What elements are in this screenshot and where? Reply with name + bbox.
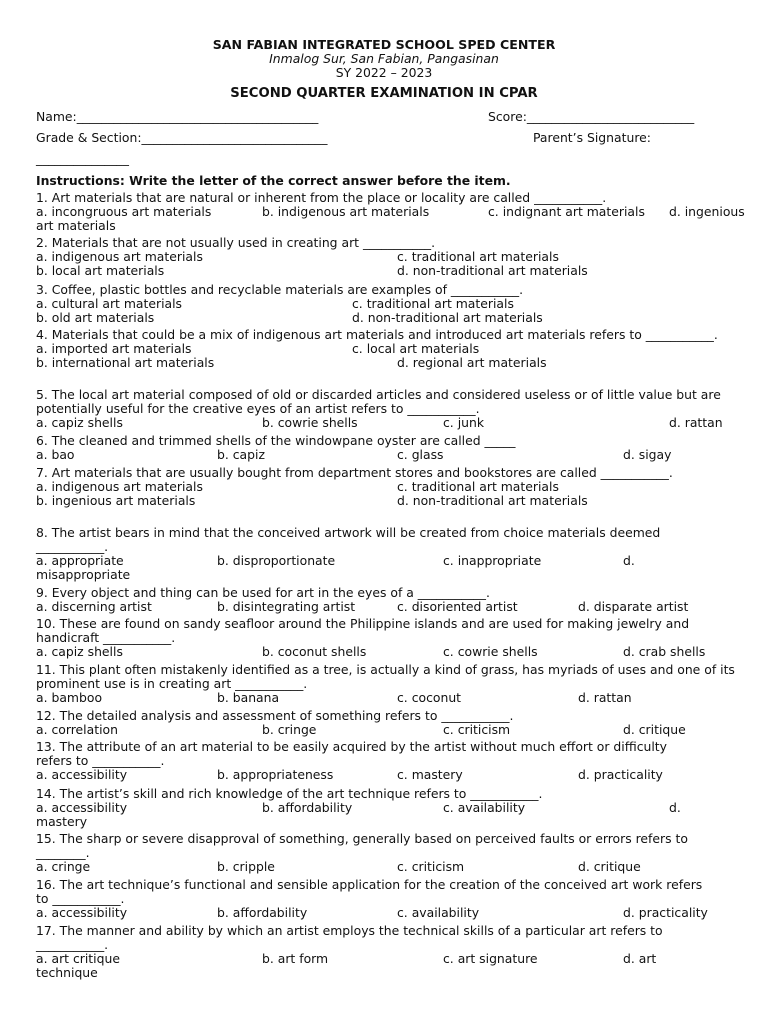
option-d[interactable]: d. practicality [623,905,708,920]
option-b[interactable]: b. coconut shells [262,644,367,659]
option-a[interactable]: a. indigenous art materials [36,249,203,264]
question-7 [36,466,756,508]
option-d-part1[interactable]: d. ingenious [669,204,745,219]
option-a[interactable]: a. indigenous art materials [36,479,203,494]
exam-title: SECOND QUARTER EXAMINATION IN CPAR [230,86,538,101]
question-text: 8. The artist bears in mind that the conceived artwork will be created from choice materials deemed ___________. [36,525,661,554]
score-field[interactable]: Score:___________________________ [488,109,695,124]
question-text: 10. These are found on sandy seafloor around the Philippine islands and are used for making jewelry and handicraft ___________. [36,616,690,645]
question-1 [36,191,756,233]
option-c[interactable]: c. coconut [397,690,462,705]
question-10 [36,617,756,659]
option-a[interactable]: a. cringe [36,859,91,874]
question-2 [36,236,756,278]
question-text: 9. Every object and thing can be used for art in the eyes of a ___________. [36,585,490,600]
question-text: 7. Art materials that are usually bought from department stores and bookstores are called ___________. [36,465,673,480]
option-a[interactable]: a. accessibility [36,905,128,920]
option-d[interactable]: d. critique [578,859,641,874]
name-field[interactable]: Name:_______________________________________ [36,109,319,124]
option-a[interactable]: a. accessibility [36,767,128,782]
option-d[interactable]: d. sigay [623,447,672,462]
option-d[interactable]: d. rattan [578,690,632,705]
option-a[interactable]: a. imported art materials [36,341,192,356]
option-c[interactable]: c. availability [443,800,526,815]
question-text: 16. The art technique’s functional and sensible application for the creation of the conceived art work refers to ___________. [36,877,703,906]
question-text: 17. The manner and ability by which an artist employs the technical skills of a particular art refers to ___________. [36,923,663,952]
option-a[interactable]: a. bao [36,447,75,462]
instructions: Instructions: Write the letter of the correct answer before the item. [36,173,511,188]
option-c[interactable]: c. traditional art materials [397,479,559,494]
option-d-part1[interactable]: d. [669,800,681,815]
question-text: 11. This plant often mistakenly identified as a tree, is actually a kind of grass, has myriads of uses and one of its prominent use is in creating art ___________. [36,662,735,691]
parent-signature-label: Parent’s Signature: [533,130,651,145]
option-c[interactable]: c. indignant art materials [488,204,645,219]
school-name: SAN FABIAN INTEGRATED SCHOOL SPED CENTER [212,37,556,52]
option-d[interactable]: d. rattan [669,415,723,430]
option-c[interactable]: c. local art materials [352,341,480,356]
question-text: 2. Materials that are not usually used in creating art ___________. [36,235,436,250]
question-4 [36,328,756,370]
option-b[interactable]: b. affordability [217,905,308,920]
question-8 [36,526,756,582]
option-d-part2[interactable]: misappropriate [36,567,131,582]
question-11 [36,663,756,705]
option-d[interactable]: d. critique [623,722,686,737]
option-b[interactable]: b. ingenious art materials [36,493,196,508]
option-d-part2[interactable]: art materials [36,218,116,233]
option-b[interactable]: b. old art materials [36,310,155,325]
question-5 [36,388,756,430]
question-text: 3. Coffee, plastic bottles and recyclable materials are examples of ___________. [36,282,524,297]
option-b[interactable]: b. art form [262,951,329,966]
option-c[interactable]: c. criticism [443,722,511,737]
signature-line[interactable]: _______________ [36,151,129,166]
question-text: 1. Art materials that are natural or inherent from the place or locality are called ___________. [36,190,607,205]
option-b[interactable]: b. disintegrating artist [217,599,356,614]
option-a[interactable]: a. art critique [36,951,120,966]
question-14 [36,787,756,829]
school-address: Inmalog Sur, San Fabian, Pangasinan [269,51,499,66]
option-d[interactable]: d. disparate artist [578,599,689,614]
option-b[interactable]: b. cringe [262,722,317,737]
option-c[interactable]: c. traditional art materials [352,296,514,311]
option-c[interactable]: c. availability [397,905,480,920]
option-b[interactable]: b. affordability [262,800,353,815]
question-3 [36,283,756,325]
option-b[interactable]: b. appropriateness [217,767,334,782]
option-c[interactable]: c. cowrie shells [443,644,538,659]
option-a[interactable]: a. capiz shells [36,644,123,659]
option-b[interactable]: b. indigenous art materials [262,204,430,219]
question-text: 14. The artist’s skill and rich knowledge of the art technique refers to ___________. [36,786,543,801]
option-a[interactable]: a. correlation [36,722,118,737]
option-c[interactable]: c. art signature [443,951,538,966]
option-d[interactable]: d. non-traditional art materials [352,310,543,325]
option-a[interactable]: a. discerning artist [36,599,152,614]
option-d[interactable]: d. regional art materials [397,355,547,370]
option-a[interactable]: a. incongruous art materials [36,204,212,219]
option-c[interactable]: c. inappropriate [443,553,542,568]
question-16 [36,878,756,920]
option-c[interactable]: c. mastery [397,767,463,782]
grade-section-field[interactable]: Grade & Section:______________________________ [36,130,328,145]
question-17 [36,924,756,980]
option-c[interactable]: c. glass [397,447,444,462]
option-d[interactable]: d. non-traditional art materials [397,493,588,508]
option-b[interactable]: b. international art materials [36,355,215,370]
question-text: 5. The local art material composed of old or discarded articles and considered useless or of little value but are potentially useful for the creative eyes of an artist refers to ___________. [36,387,721,416]
question-text: 13. The attribute of an art material to be easily acquired by the artist without much effort or difficulty refers to ___________. [36,739,667,768]
question-12 [36,709,756,737]
option-b[interactable]: b. disproportionate [217,553,336,568]
option-a[interactable]: a. appropriate [36,553,124,568]
option-d-part2[interactable]: mastery [36,814,88,829]
option-d-part1[interactable]: d. art [623,951,657,966]
option-b[interactable]: b. capiz [217,447,265,462]
option-d[interactable]: d. crab shells [623,644,706,659]
question-6 [36,434,756,462]
option-a[interactable]: a. cultural art materials [36,296,183,311]
question-13 [36,740,756,782]
option-b[interactable]: b. cowrie shells [262,415,358,430]
question-text: 12. The detailed analysis and assessment of something refers to ___________. [36,708,514,723]
option-b[interactable]: b. cripple [217,859,275,874]
school-year: SY 2022 – 2023 [335,65,433,80]
option-b[interactable]: b. banana [217,690,280,705]
option-b[interactable]: b. local art materials [36,263,165,278]
option-d[interactable]: d. practicality [578,767,663,782]
question-text: 6. The cleaned and trimmed shells of the windowpane oyster are called _____ [36,433,516,448]
option-a[interactable]: a. accessibility [36,800,128,815]
option-c[interactable]: c. criticism [397,859,465,874]
question-text: 4. Materials that could be a mix of indigenous art materials and introduced art materials refers to ___________. [36,327,718,342]
option-d-part1[interactable]: d. [623,553,635,568]
option-a[interactable]: a. bamboo [36,690,103,705]
option-d[interactable]: d. non-traditional art materials [397,263,588,278]
option-d-part2[interactable]: technique [36,965,98,980]
question-9 [36,586,756,614]
option-a[interactable]: a. capiz shells [36,415,123,430]
option-c[interactable]: c. disoriented artist [397,599,518,614]
question-text: 15. The sharp or severe disapproval of something, generally based on perceived faults or errors refers to ________. [36,831,688,860]
question-15 [36,832,756,874]
option-c[interactable]: c. traditional art materials [397,249,559,264]
option-c[interactable]: c. junk [443,415,485,430]
